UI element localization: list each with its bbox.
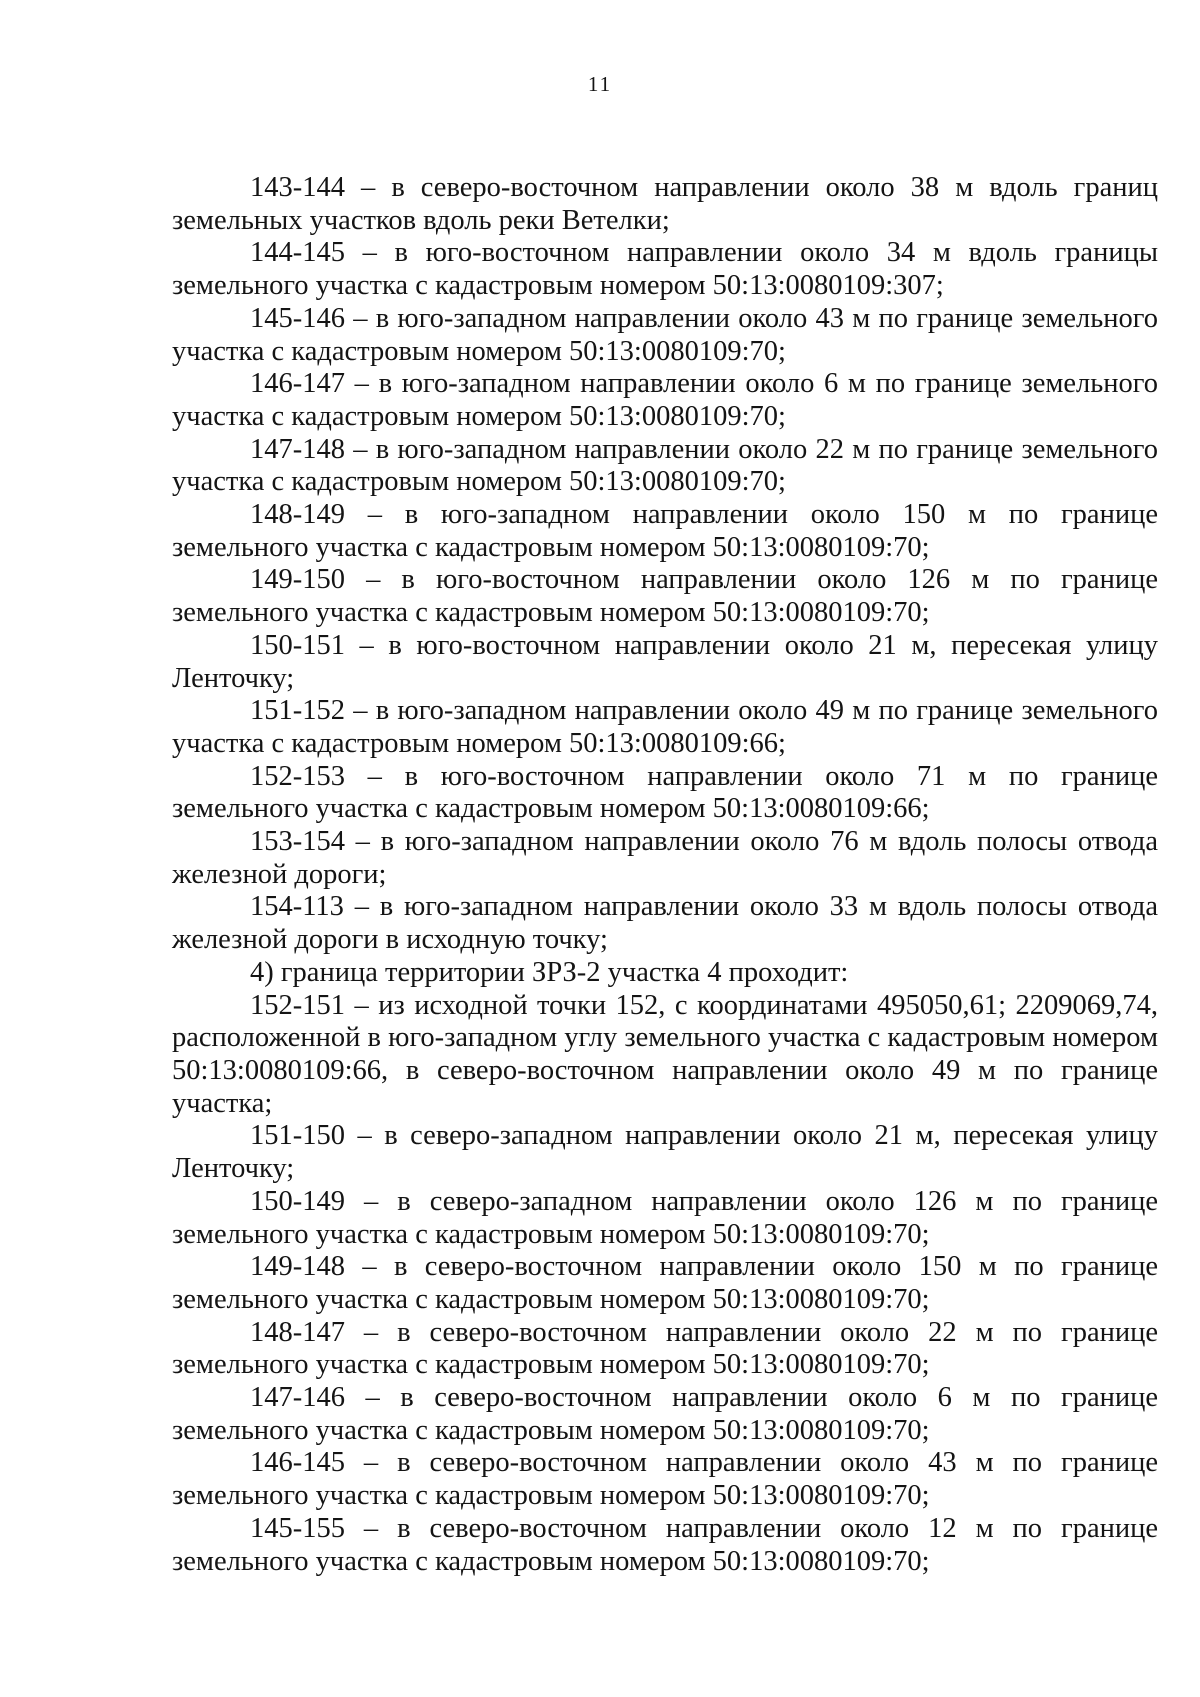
paragraph: 152-153 – в юго-восточном направлении около 71 м по границе земельного участка с кадастровым номером 50:13:0080109:66;	[172, 760, 1158, 825]
paragraph: 152-151 – из исходной точки 152, с координатами 495050,61; 2209069,74, расположенной в юго-западном углу земельного участка с кадастровым номером 50:13:0080109:66, в северо-восточном направлении около 49 м по границе участка;	[172, 989, 1158, 1119]
paragraph: 147-146 – в северо-восточном направлении около 6 м по границе земельного участка с кадастровым номером 50:13:0080109:70;	[172, 1382, 1158, 1446]
paragraph: 145-155 – в северо-восточном направлении около 12 м по границе земельного участка с кадастровым номером 50:13:0080109:70;	[172, 1512, 1158, 1577]
paragraph: 149-150 – в юго-восточном направлении около 126 м по границе земельного участка с кадастровым номером 50:13:0080109:70;	[172, 564, 1158, 629]
paragraph: 149-148 – в северо-восточном направлении около 150 м по границе земельного участка с кадастровым номером 50:13:0080109:70;	[172, 1251, 1158, 1315]
paragraph: 148-147 – в северо-восточном направлении около 22 м по границе земельного участка с кадастровым номером 50:13:0080109:70;	[172, 1316, 1158, 1381]
paragraph: 148-149 – в юго-западном направлении около 150 м по границе земельного участка с кадастровым номером 50:13:0080109:70;	[172, 499, 1158, 563]
paragraph: 146-147 – в юго-западном направлении около 6 м по границе земельного участка с кадастровым номером 50:13:0080109:70;	[172, 368, 1158, 432]
paragraph: 153-154 – в юго-западном направлении около 76 м вдоль полосы отвода железной дороги;	[172, 826, 1158, 890]
paragraph: 143-144 – в северо-восточном направлении около 38 м вдоль границ земельных участков вдоль реки Ветелки;	[172, 172, 1158, 236]
paragraph: 150-151 – в юго-восточном направлении около 21 м, пересекая улицу Ленточку;	[172, 629, 1158, 694]
paragraph: 151-152 – в юго-западном направлении около 49 м по границе земельного участка с кадастровым номером 50:13:0080109:66;	[172, 695, 1158, 759]
paragraph: 144-145 – в юго-восточном направлении около 34 м вдоль границы земельного участка с кадастровым номером 50:13:0080109:307;	[172, 237, 1158, 302]
section-heading: 4) граница территории ЗРЗ-2 участка 4 проходит:	[250, 956, 849, 988]
paragraph: 145-146 – в юго-западном направлении около 43 м по границе земельного участка с кадастровым номером 50:13:0080109:70;	[172, 302, 1158, 367]
paragraph: 154-113 – в юго-западном направлении около 33 м вдоль полосы отвода железной дороги в исходную точку;	[172, 891, 1158, 956]
paragraph: 151-150 – в северо-западном направлении около 21 м, пересекая улицу Ленточку;	[172, 1120, 1158, 1185]
paragraph: 147-148 – в юго-западном направлении около 22 м по границе земельного участка с кадастровым номером 50:13:0080109:70;	[172, 433, 1158, 498]
document-body	[172, 172, 1158, 1578]
paragraph: 150-149 – в северо-западном направлении около 126 м по границе земельного участка с кадастровым номером 50:13:0080109:70;	[172, 1185, 1158, 1250]
page-number: 11	[587, 72, 613, 96]
paragraph: 146-145 – в северо-восточном направлении около 43 м по границе земельного участка с кадастровым номером 50:13:0080109:70;	[172, 1447, 1158, 1512]
